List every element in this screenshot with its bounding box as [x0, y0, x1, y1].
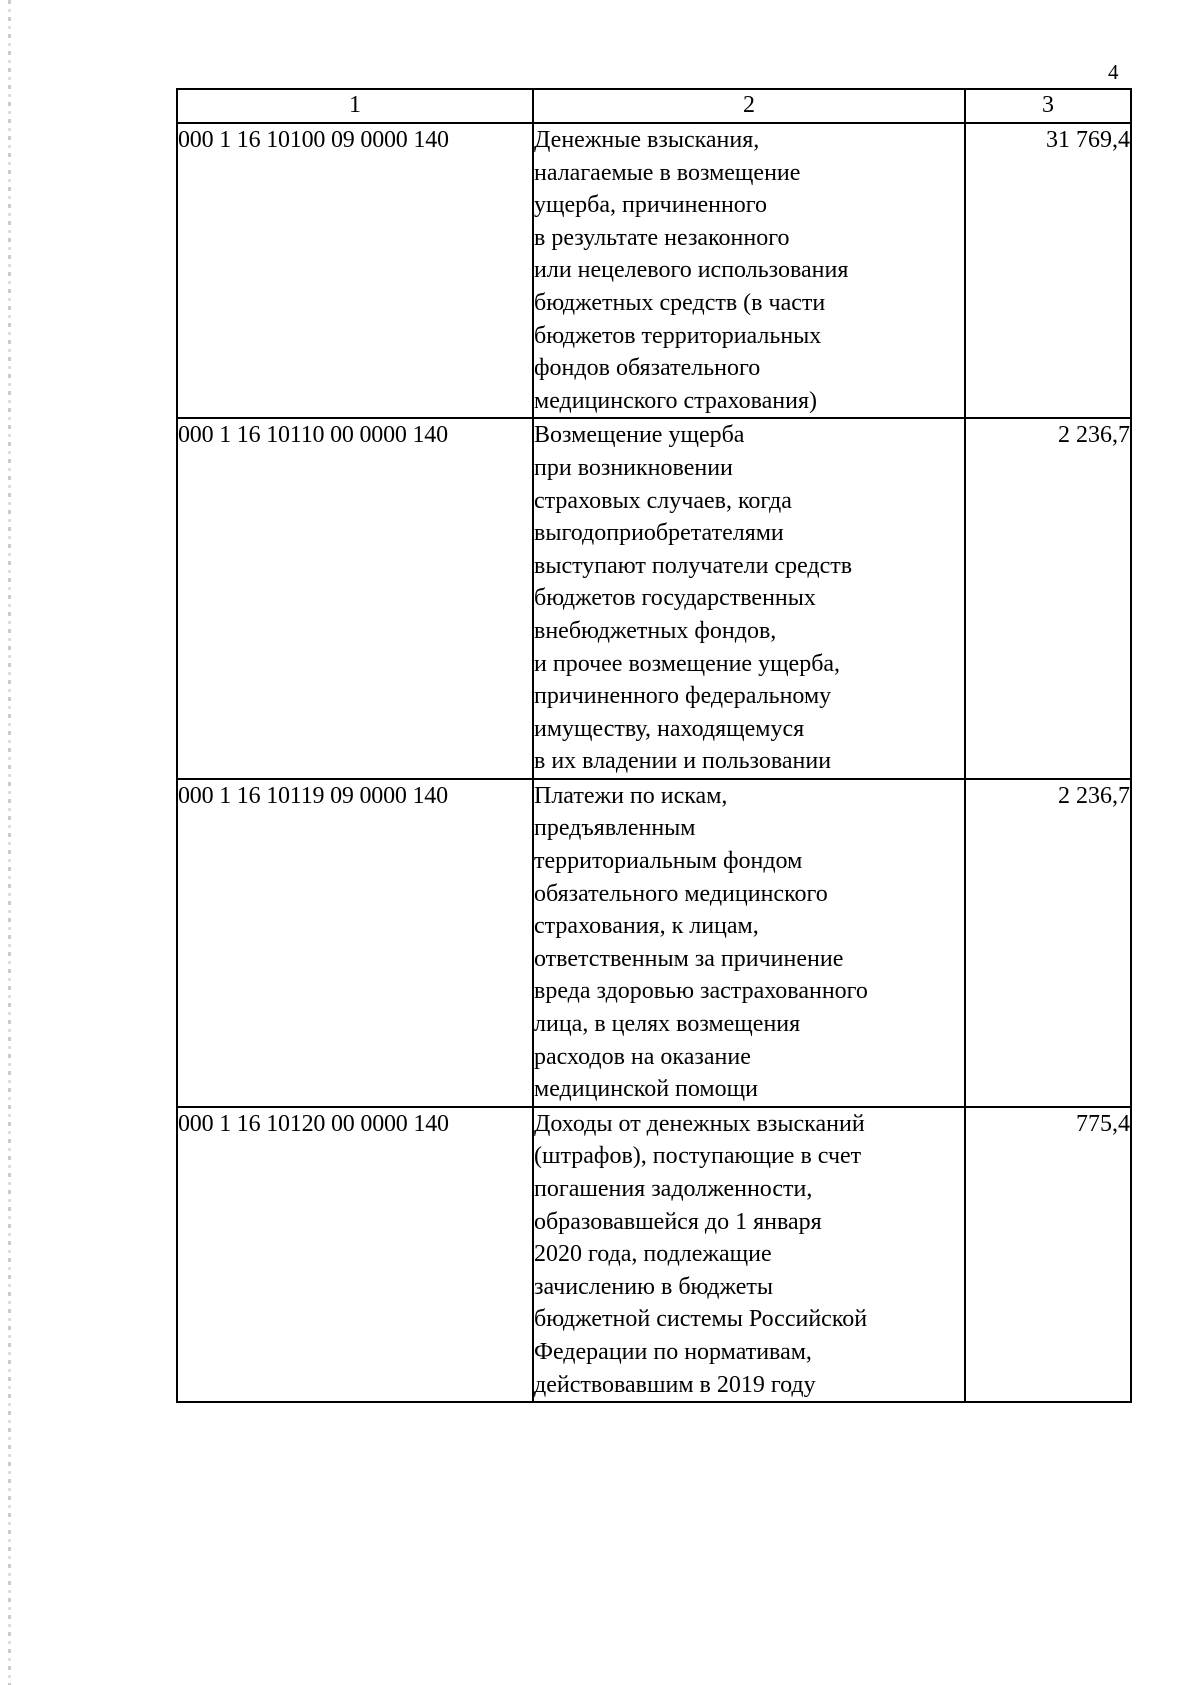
scan-edge-artifact: [8, 0, 11, 1685]
amount-cell: 2 236,7: [965, 779, 1131, 1107]
income-name-line: или нецелевого использования: [534, 257, 849, 284]
column-header-1: 1: [177, 89, 533, 123]
amount-cell: 31 769,4: [965, 123, 1131, 418]
table-row: [177, 123, 1131, 418]
column-header-3: 3: [965, 89, 1131, 123]
income-name-line: лица, в целях возмещения: [534, 1011, 801, 1038]
income-name-line: вреда здоровью застрахованного: [534, 978, 868, 1005]
income-name-line: зачислению в бюджеты: [534, 1273, 773, 1300]
income-name-cell: [533, 1107, 965, 1402]
table-body: [177, 123, 1131, 1402]
income-name-line: Возмещение ущерба: [534, 422, 745, 449]
income-name-line: ответственным за причинение: [534, 945, 844, 972]
income-name-line: действовавшим в 2019 году: [534, 1371, 816, 1398]
income-name-line: бюджетных средств (в части: [534, 289, 826, 316]
table-row: [177, 779, 1131, 1107]
amount-cell: 2 236,7: [965, 418, 1131, 779]
income-name-line: фондов обязательного: [534, 355, 761, 382]
income-name-line: внебюджетных фондов,: [534, 617, 777, 644]
income-name-line: в их владении и пользовании: [534, 748, 832, 775]
column-header-2: 2: [533, 89, 965, 123]
income-name-line: погашения задолженности,: [534, 1176, 813, 1202]
amount-cell: 775,4: [965, 1107, 1131, 1402]
income-name-cell: [533, 123, 965, 418]
table-header-row: [177, 89, 1131, 123]
income-name-line: страховых случаев, когда: [534, 487, 792, 514]
income-name-line: обязательного медицинского: [534, 880, 828, 907]
budget-code-cell: 000 1 16 10110 00 0000 140: [177, 418, 533, 779]
income-name-line: Денежные взыскания,: [534, 127, 760, 153]
income-name-line: ущерба, причиненного: [534, 192, 768, 219]
income-name-line: в результате незаконного: [534, 224, 790, 251]
income-name-line: Федерации по нормативам,: [534, 1338, 812, 1365]
income-name-line: при возникновении: [534, 454, 733, 481]
income-name-line: бюджетов территориальных: [534, 322, 822, 349]
income-name-line: и прочее возмещение ущерба,: [534, 650, 841, 677]
income-name-line: выгодоприобретателями: [534, 520, 784, 547]
income-name-cell: [533, 779, 965, 1107]
page-number: 4: [1108, 60, 1119, 84]
income-name-line: расходов на оказание: [534, 1043, 751, 1070]
income-name-line: медицинской помощи: [534, 1076, 758, 1103]
income-name-line: имуществу, находящемуся: [534, 715, 805, 742]
income-name-line: Доходы от денежных взысканий: [534, 1110, 865, 1137]
income-name-line: налагаемые в возмещение: [534, 159, 801, 186]
budget-code-cell: 000 1 16 10100 09 0000 140: [177, 123, 533, 418]
income-name-line: выступают получатели средств: [534, 552, 853, 579]
budget-code-cell: 000 1 16 10119 09 0000 140: [177, 779, 533, 1107]
income-name-line: бюджетной системы Российской: [534, 1306, 868, 1333]
income-name-cell: [533, 418, 965, 779]
income-name-line: территориальным фондом: [534, 848, 803, 875]
income-name-line: страхования, к лицам,: [534, 913, 759, 940]
income-name-line: причиненного федеральному: [534, 683, 832, 710]
income-name-line: предъявленным: [534, 815, 696, 842]
table-row: [177, 418, 1131, 779]
income-name-line: образовавшейся до 1 января: [534, 1208, 822, 1235]
income-name-line: (штрафов), поступающие в счет: [534, 1143, 862, 1170]
income-name-line: 2020 года, подлежащие: [534, 1241, 772, 1268]
table-row: [177, 1107, 1131, 1402]
budget-code-cell: 000 1 16 10120 00 0000 140: [177, 1107, 533, 1402]
budget-table: [176, 88, 1132, 1403]
income-name-line: медицинского страхования): [534, 387, 818, 414]
income-name-line: бюджетов государственных: [534, 585, 816, 612]
income-name-line: Платежи по искам,: [534, 782, 728, 809]
